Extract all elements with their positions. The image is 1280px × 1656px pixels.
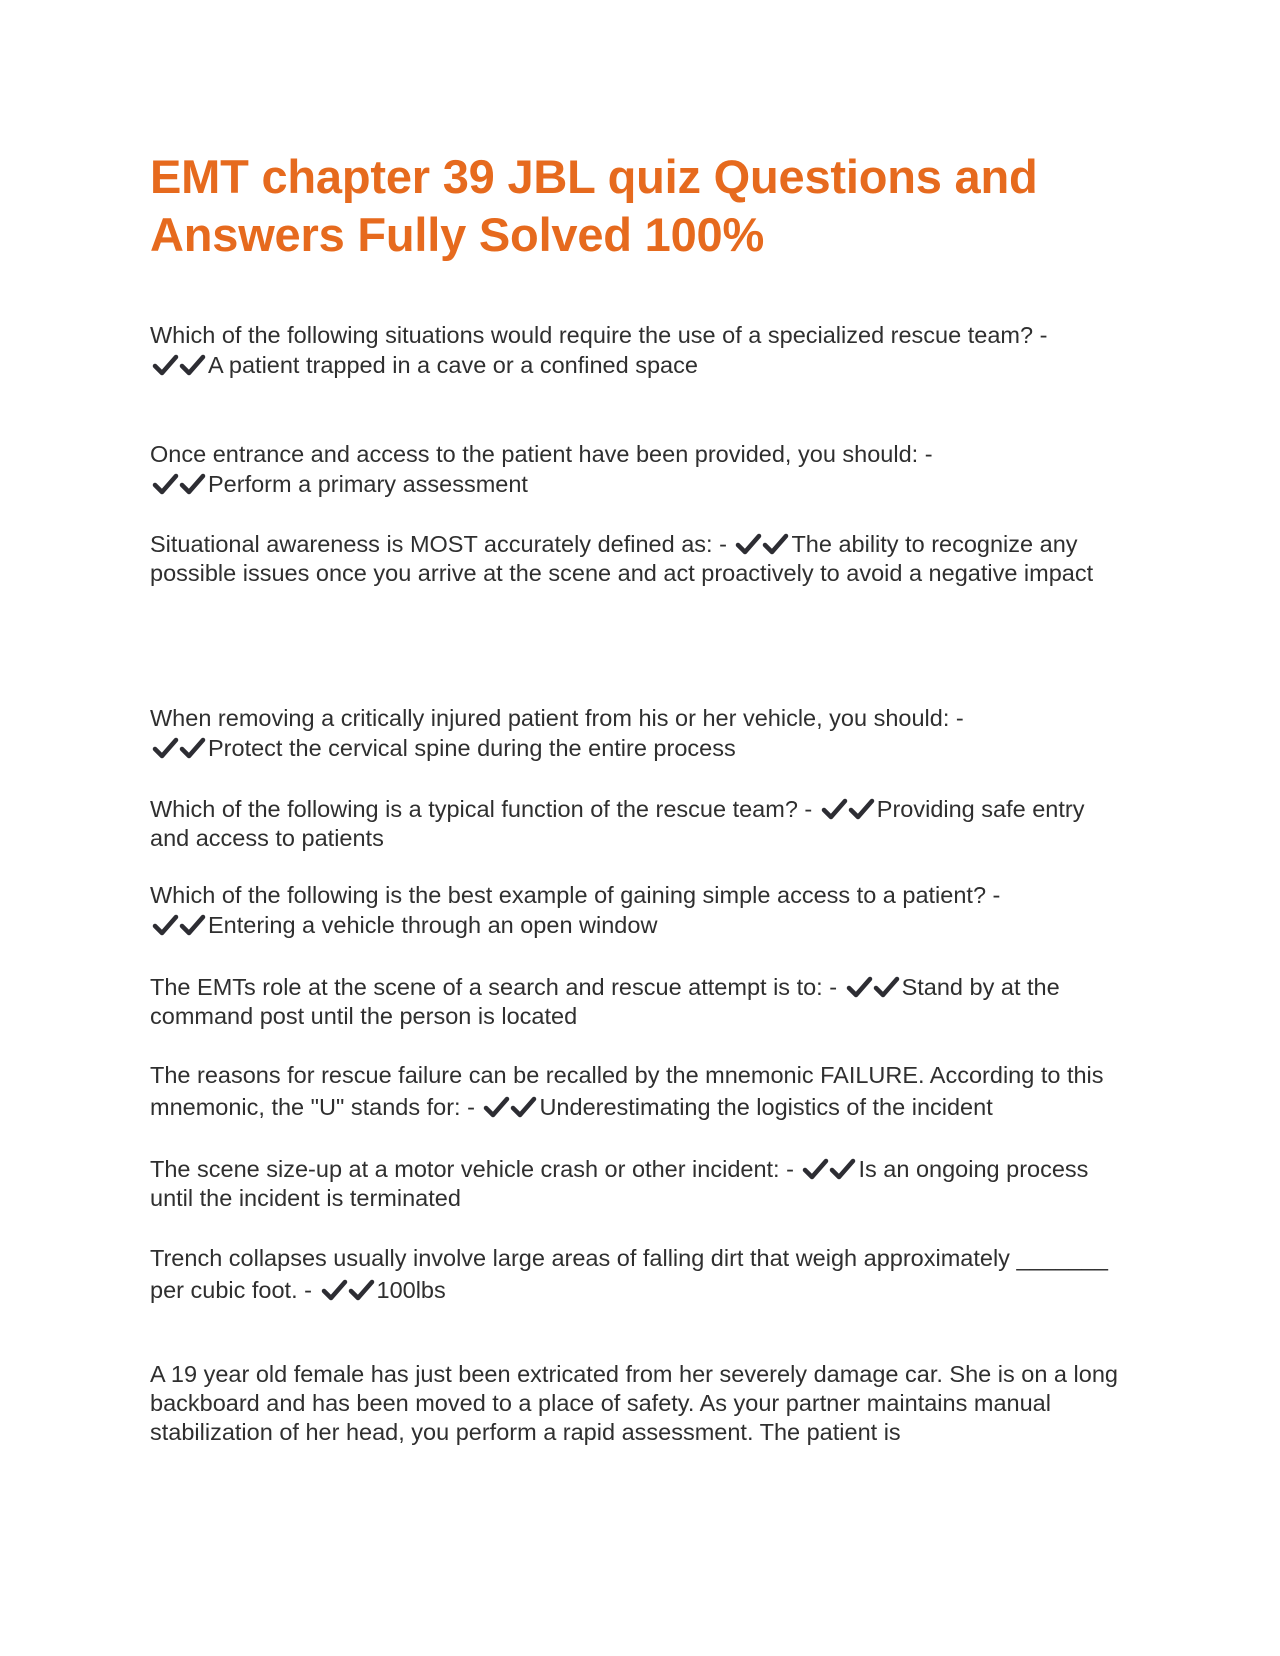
double-check-icon [152, 910, 206, 940]
question-text: The reasons for rescue failure can be recalled by the mnemonic FAILURE. According to this mnemonic, the "U" stands for: - [150, 1062, 1104, 1120]
question-text: The scene size-up at a motor vehicle crash or other incident: - [150, 1156, 794, 1182]
check-icon [735, 533, 762, 555]
document-title: EMT chapter 39 JBL quiz Questions and Answers Fully Solved 100% [150, 150, 1038, 261]
qa-item [150, 973, 1130, 1031]
question-text: When removing a critically injured patient from his or her vehicle, you should: - [150, 705, 964, 731]
question-text: Once entrance and access to the patient have been provided, you should: - [150, 441, 933, 467]
check-icon [152, 737, 179, 759]
qa-item-partial [150, 1360, 1130, 1447]
question-text: The EMTs role at the scene of a search and rescue attempt is to: - [150, 974, 838, 1000]
qa-item [150, 703, 1130, 763]
double-check-icon [321, 1274, 375, 1306]
qa-item [150, 320, 1130, 380]
answer-text: Underestimating the logistics of the incident [539, 1094, 993, 1120]
answer-text: Is an ongoing process until the incident is terminated [150, 1156, 1089, 1211]
qa-item [150, 1059, 1130, 1123]
question-text: Trench collapses usually involve large areas of falling dirt that weigh approximately _______ per cubic foot. - [150, 1245, 1108, 1303]
check-icon [873, 976, 900, 998]
answer-text: Entering a vehicle through an open window [208, 912, 658, 938]
answer-text: Protect the cervical spine during the entire process [208, 735, 736, 761]
double-check-icon [846, 973, 900, 1002]
qa-item [150, 530, 1130, 588]
check-icon [179, 737, 206, 759]
check-icon [152, 473, 179, 495]
answer-text: A patient trapped in a cave or a confined space [208, 352, 698, 378]
check-icon [846, 976, 873, 998]
check-icon [821, 798, 848, 820]
qa-item [150, 1155, 1130, 1213]
question-text: Which of the following is the best example of gaining simple access to a patient? - [150, 882, 1001, 908]
check-icon [179, 473, 206, 495]
qa-item [150, 795, 1130, 853]
double-check-icon [821, 795, 875, 824]
double-check-icon [152, 350, 206, 380]
qa-item [150, 880, 1130, 940]
check-icon [762, 533, 789, 555]
check-icon [483, 1096, 510, 1118]
question-text: Which of the following situations would require the use of a specialized rescue team? - [150, 322, 1048, 348]
answer-text: The ability to recognize any possible issues once you arrive at the scene and act proactively to avoid a negative impact [150, 531, 1094, 586]
double-check-icon [735, 530, 789, 559]
check-icon [321, 1279, 348, 1301]
double-check-icon [152, 469, 206, 499]
answer-text: Stand by at the command post until the person is located [150, 974, 1060, 1029]
question-text: A 19 year old female has just been extricated from her severely damage car. She is on a long backboard and has been moved to a place of safety. As your partner maintains manual stabilization of her head, you perform a rapid assessment. The patient is [150, 1361, 1118, 1445]
check-icon [829, 1158, 856, 1180]
qa-item [150, 439, 1130, 499]
check-icon [152, 914, 179, 936]
check-icon [179, 354, 206, 376]
answer-text: 100lbs [376, 1277, 446, 1303]
double-check-icon [483, 1091, 537, 1123]
answer-text: Perform a primary assessment [208, 471, 528, 497]
check-icon [348, 1279, 375, 1301]
double-check-icon [152, 733, 206, 763]
question-text: Which of the following is a typical function of the rescue team? - [150, 796, 813, 822]
check-icon [510, 1096, 537, 1118]
check-icon [152, 354, 179, 376]
check-icon [179, 914, 206, 936]
question-text: Situational awareness is MOST accurately defined as: - [150, 531, 727, 557]
check-icon [848, 798, 875, 820]
check-icon [802, 1158, 829, 1180]
document-page [150, 148, 1130, 264]
double-check-icon [802, 1155, 856, 1184]
qa-item [150, 1242, 1130, 1306]
answer-text: Providing safe entry and access to patients [150, 796, 1085, 851]
